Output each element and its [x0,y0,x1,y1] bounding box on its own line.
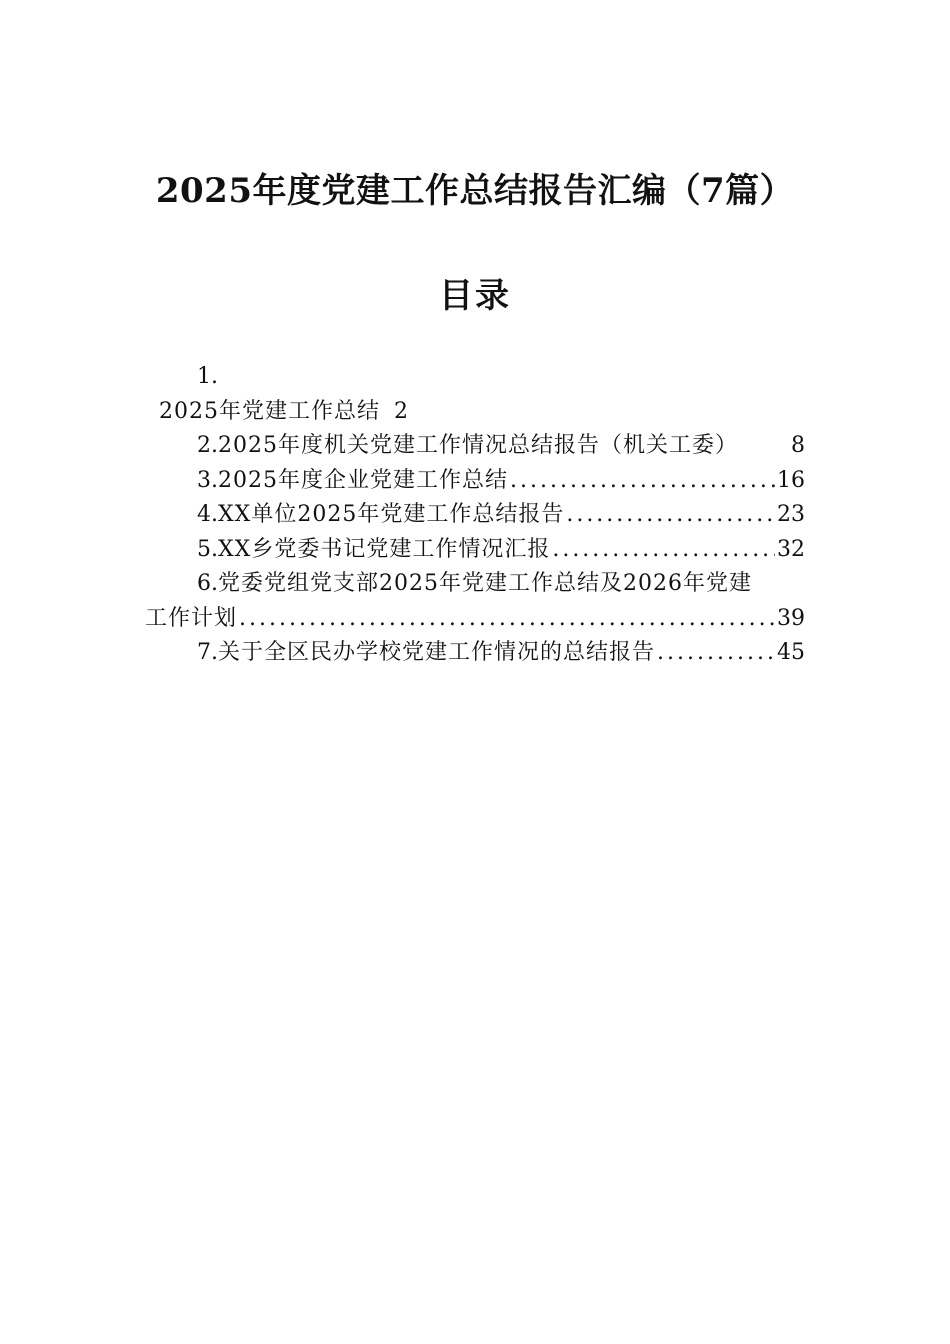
toc-entry-title-line2: 工作计划 [145,605,238,631]
toc-entry-number: 1. [197,364,218,389]
toc-entry-page: 16 [777,467,805,493]
toc-entry-number: 7. [197,640,218,665]
toc-entry-number: 6. [197,571,218,596]
toc-heading: 目录 [439,276,511,316]
toc-leader [657,636,775,671]
toc-entry-number: 5. [197,536,218,562]
toc-entry-title: XX乡党委书记党建工作情况汇报 [218,536,551,562]
toc-entry-page: 23 [777,502,805,527]
toc-entry-5[interactable] [145,533,805,568]
toc-entry-page: 8 [791,433,805,458]
toc-entry-2[interactable] [145,429,805,464]
document-title: 2025年度党建工作总结报告汇编（7篇） [155,171,795,211]
toc-entry-title-line1: 党委党组党支部2025年党建工作总结及2026年党建 [218,571,752,596]
toc-entry-title: 2025年党建工作总结 [159,398,380,424]
toc-entry-1[interactable] [145,360,805,429]
toc-entry-number: 3. [197,467,218,493]
toc-entry-page: 32 [777,536,805,562]
toc-leader [239,602,775,637]
toc-leader [510,464,775,499]
toc-entry-title: 2025年度机关党建工作情况总结报告（机关工委） [218,433,738,458]
toc-entry-number: 4. [197,502,218,527]
toc-entry-4[interactable] [145,498,805,533]
table-of-contents [145,360,805,671]
toc-entry-7[interactable] [145,636,805,671]
toc-entry-page: 2 [394,398,408,424]
toc-leader [552,533,775,568]
toc-entry-number: 2. [197,433,218,458]
toc-entry-title: 2025年度企业党建工作总结 [218,467,508,493]
toc-entry-title: XX单位2025年党建工作总结报告 [218,502,565,527]
toc-entry-page: 45 [777,640,805,665]
toc-leader [566,498,775,533]
toc-entry-page: 39 [777,605,805,631]
toc-entry-3[interactable] [145,464,805,499]
toc-entry-6[interactable] [145,567,805,636]
toc-entry-title: 关于全区民办学校党建工作情况的总结报告 [218,640,656,665]
